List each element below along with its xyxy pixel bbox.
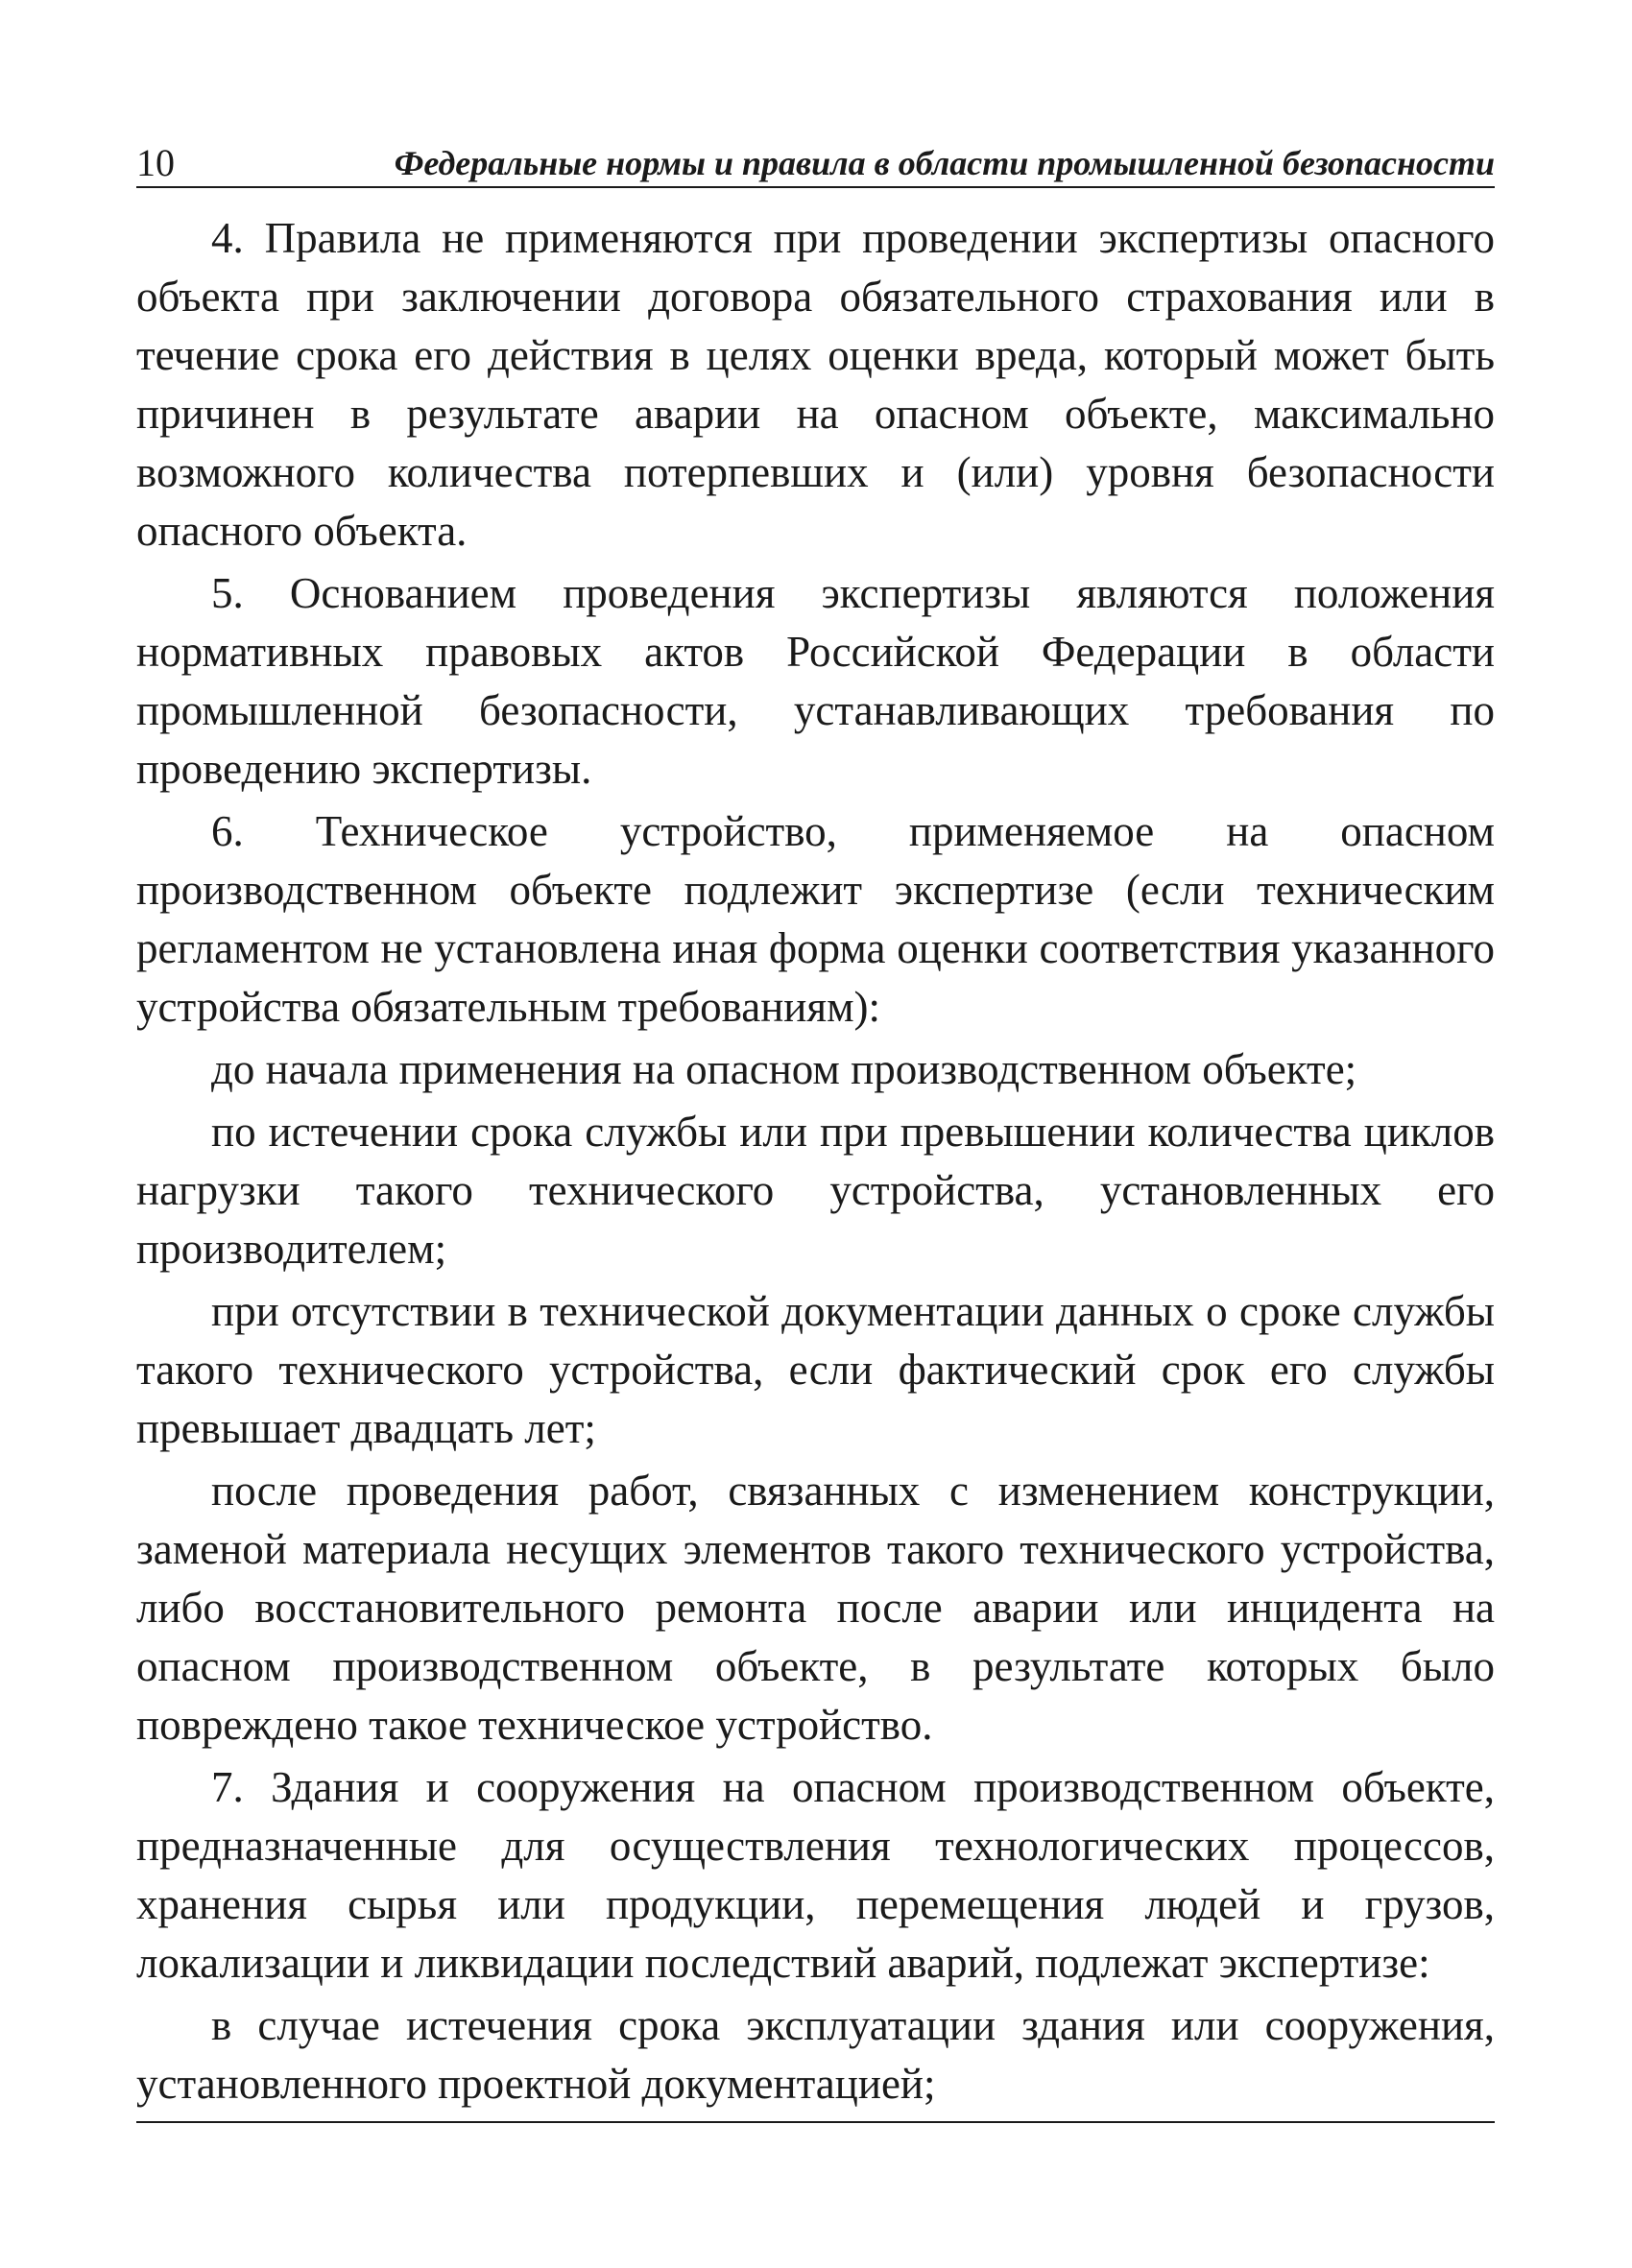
list-item: после проведения работ, связанных с изменением конструкции, заменой материала несущих элементов такого технического устройства, либо восстановительного ремонта после аварии или инцидента на опасном производственном объекте, в результате которых было повреждено такое техническое устройство. (136, 1467, 1495, 1749)
footer-rule (136, 2121, 1495, 2123)
paragraph-6: 6. Техническое устройство, применяемое на опасном производственном объекте подлежит экспертизе (если техническим регламентом не установлена иная форма оценки соответствия указанного устройства обязательным требованиям): (136, 807, 1495, 1031)
body-text (136, 209, 1495, 2117)
paragraph-7: 7. Здания и сооружения на опасном производственном объекте, предназначенные для осуществления технологических процессов, хранения сырья или продукции, перемещения людей и грузов, локализации и ликвидации последствий аварий, подлежат экспертизе: (136, 1763, 1495, 1987)
page-number: 10 (136, 141, 175, 184)
header-rule (136, 186, 1495, 188)
running-title: Федеральные нормы и правила в области промышленной безопасности (394, 144, 1495, 182)
paragraph-4: 4. Правила не применяются при проведении экспертизы опасного объекта при заключении договора обязательного страхования или в течение срока его действия в целях оценки вреда, который может быть причинен в результате аварии на опасном объекте, максимально возможного количества потерпевших и (или) уровня безопасности опасного объекта. (136, 214, 1495, 555)
list-item: до начала применения на опасном производственном объекте; (211, 1045, 1357, 1093)
list-item: по истечении срока службы или при превышении количества циклов нагрузки такого технического устройства, установленных его производителем; (136, 1108, 1495, 1273)
paragraph-5: 5. Основанием проведения экспертизы являются положения нормативных правовых актов Российской Федерации в области промышленной безопасности, устанавливающих требования по проведению экспертизы. (136, 569, 1495, 793)
list-item: при отсутствии в технической документации данных о сроке службы такого технического устройства, если фактический срок его службы превышает двадцать лет; (136, 1287, 1495, 1452)
list-item: в случае истечения срока эксплуатации здания или сооружения, установленного проектной документацией; (136, 2001, 1495, 2108)
page-header (136, 142, 1495, 184)
